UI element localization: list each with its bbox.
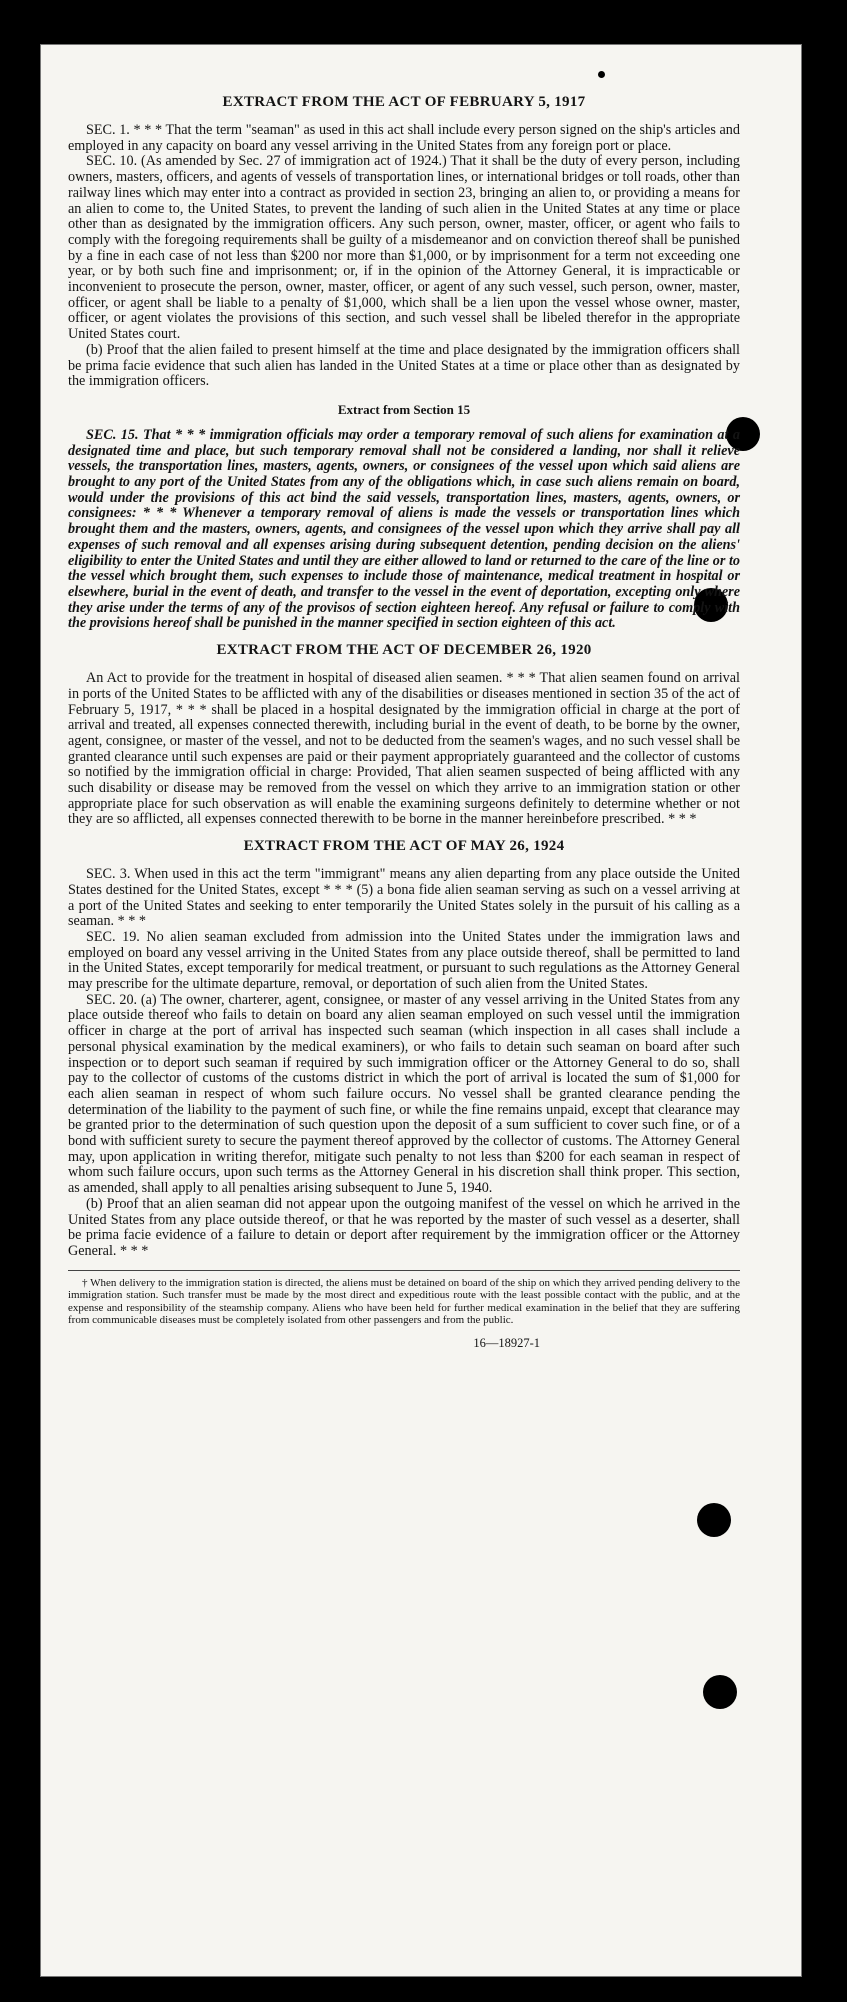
punch-hole (703, 1675, 737, 1709)
form-reference: 16—18927-1 (473, 1336, 540, 1351)
punch-hole (697, 1503, 731, 1537)
paragraph-sec-20-a: SEC. 20. (a) The owner, charterer, agent, consignee, or master of any vessel arriving in the United States from any place outside thereof who fails to detain on board any alien seaman employed on such vessel until the immigration officer in charge at the port of arrival has inspected such seaman (which inspection in all cases shall include a personal physical examination by the medical examiners), or who fails to detain such seaman on board after such inspection or to deport such seaman if required by such immigration officer or the Attorney General to do so, shall pay to the collector of customs of the customs district in which the port of arrival is located the sum of $1,000 for each alien seaman in respect of whom such failure occurs. No vessel shall be granted clearance pending the determination of the liability to the payment of such fine, or while the fine remains unpaid, except that clearance may be granted prior to the determination of such question upon the deposit of a sum sufficient to cover such fine, or of a bond with sufficient surety to secure the payment thereof approved by the collector of customs. The Attorney General may, upon application in writing therefor, mitigate such penalty to not less than $200 for each seaman in respect of whom such failure occurs, upon such terms as the Attorney General in his discretion shall think proper. This section, as amended, shall apply to all penalties arising subsequent to June 5, 1940. (68, 991, 740, 1197)
paragraph-sec-19: SEC. 19. No alien seaman excluded from admission into the United States under the immigration laws and employed on board any vessel arriving in the United States from any place outside thereof, shall be permitted to land in the United States, except temporarily for medical treatment, or pursuant to such regulations as the Attorney General may prescribe for the ultimate departure, removal, or deportation of such alien from the United States. (68, 928, 740, 993)
ink-dot (598, 71, 605, 78)
paragraph-sec-1: SEC. 1. * * * That the term "seaman" as used in this act shall include every person signed on the ship's articles and employed in any capacity on board any vessel arriving in the United States from any foreign port or place. (68, 122, 740, 154)
paragraph-sec-3: SEC. 3. When used in this act the term "immigrant" means any alien departing from any place outside the United States destined for the United States, except * * * (5) a bona fide alien seaman serving as such on a vessel arriving at a port of the United States and seeking to enter temporarily the United States solely in the pursuit of his calling as a seaman. * * * (68, 866, 740, 930)
heading-section-15: Extract from Section 15 (337, 401, 471, 417)
heading-act-1917: EXTRACT FROM THE ACT OF FEBRUARY 5, 1917 (222, 94, 586, 110)
heading-act-1924: EXTRACT FROM THE ACT OF MAY 26, 1924 (243, 838, 565, 855)
document-body (68, 94, 740, 1351)
paragraph-sec-20-b: (b) Proof that an alien seaman did not appear upon the outgoing manifest of the vessel on which he arrived in the United States from any place outside thereof, or that he was reported by the master of such vessel as a deserter, shall be prima facie evidence of a failure to detain or deport after requirement by the immigration officer or the Attorney General. * * * (68, 1195, 740, 1259)
paragraph-act-1920: An Act to provide for the treatment in hospital of diseased alien seamen. * * * That alien seamen found on arrival in ports of the United States to be afflicted with any of the disabilities or diseases mentioned in section 35 of the act of February 5, 1917, * * * shall be placed in a hospital designated by the immigration official in charge at the port of arrival and treated, all expenses connected therewith, including burial in the event of death, to be borne by the owner, agent, consignee, or master of the vessel, and not to be deducted from the seamen's wages, and no such vessel shall be granted clearance until such expenses are paid or their payment appropriately guaranteed and the collector of customs so notified by the immigration official in charge: Provided, That alien seamen suspected of being afflicted with any such disability or disease may be removed from the vessel on which they arrive to an immigration station or other appropriate place for such observation as will enable the examining surgeons definitely to determine whether or not they are so afflicted, all expenses connected therewith to be borne in the manner hereinbefore prescribed. * * * (68, 670, 740, 828)
paragraph-sec-10-b: (b) Proof that the alien failed to present himself at the time and place designated by the immigration officers shall be prima facie evidence that such alien has landed in the United States at a time or place other than as designated by the immigration officers. (68, 341, 740, 390)
heading-act-1920: EXTRACT FROM THE ACT OF DECEMBER 26, 1920 (216, 642, 592, 659)
paragraph-sec-10: SEC. 10. (As amended by Sec. 27 of immigration act of 1924.) That it shall be the duty of every person, including owners, masters, officers, and agents of vessels of transportation lines, or international bridges or toll roads, other than railway lines which may enter into a contract as provided in section 23, bringing an alien to, or providing a means for an alien to come to, the United States, to prevent the landing of such alien in the United States at any time or place other than as designated by the immigration officers. Any such person, owner, master, officer, or agent who fails to comply with the foregoing requirements shall be guilty of a misdemeanor and on conviction thereof shall be punished by a fine in each case of not less than $200 nor more than $1,000, or by imprisonment for a term not exceeding one year, or by both such fine and imprisonment; or, if in the opinion of the Attorney General, it is impracticable or inconvenient to prosecute the person, owner, master, officer, or agent of any such vessel, such person, owner, master, officer, or agent shall be liable to a penalty of $1,000, which shall be a lien upon the vessel whose owner, master, officer, or agent violates the provisions of this section, and such vessel shall be libeled therefor in the appropriate United States court. (68, 153, 740, 343)
paragraph-sec-15: SEC. 15. That * * * immigration officials may order a temporary removal of such aliens for examination at a designated time and place, but such temporary removal shall not be considered a landing, nor shall it relieve vessels, the transportation lines, masters, agents, owners, or consignees of the vessel upon which said aliens are brought to any port of the United States from any of the obligations which, in case such aliens remain on board, would under the provisions of this act bind the said vessels, transportation lines, masters, agents, owners, or consignees: * * * Whenever a temporary removal of aliens is made the vessels or transportation lines which brought them and the masters, owners, agents, and consignees of the vessel upon which they arrive shall pay all expenses of such removal and all expenses arising during subsequent detention, pending decision on the aliens' eligibility to enter the United States and until they are either allowed to land or returned to the care of the line or to the vessel which brought them, such expenses to include those of maintenance, medical treatment in hospital or elsewhere, burial in the event of death, and transfer to the vessel in the event of deportation, excepting only where they arise under the terms of any of the provisos of section eighteen hereof. Any refusal or failure to comply with the provisions hereof shall be punished in the manner specified in section eighteen of this act. (68, 426, 740, 632)
footnote: † When delivery to the immigration station is directed, the aliens must be detained on board of the ship on which they arrived pending delivery to the immigration station. Such transfer must be made by the most direct and expeditious route with the least possible contact with the public, and at the expense and responsibility of the steamship company. Aliens who have been held for further medical examination in the belief that they are suffering from communicable diseases must be completely isolated from other passengers and from the public. (68, 1270, 740, 1327)
